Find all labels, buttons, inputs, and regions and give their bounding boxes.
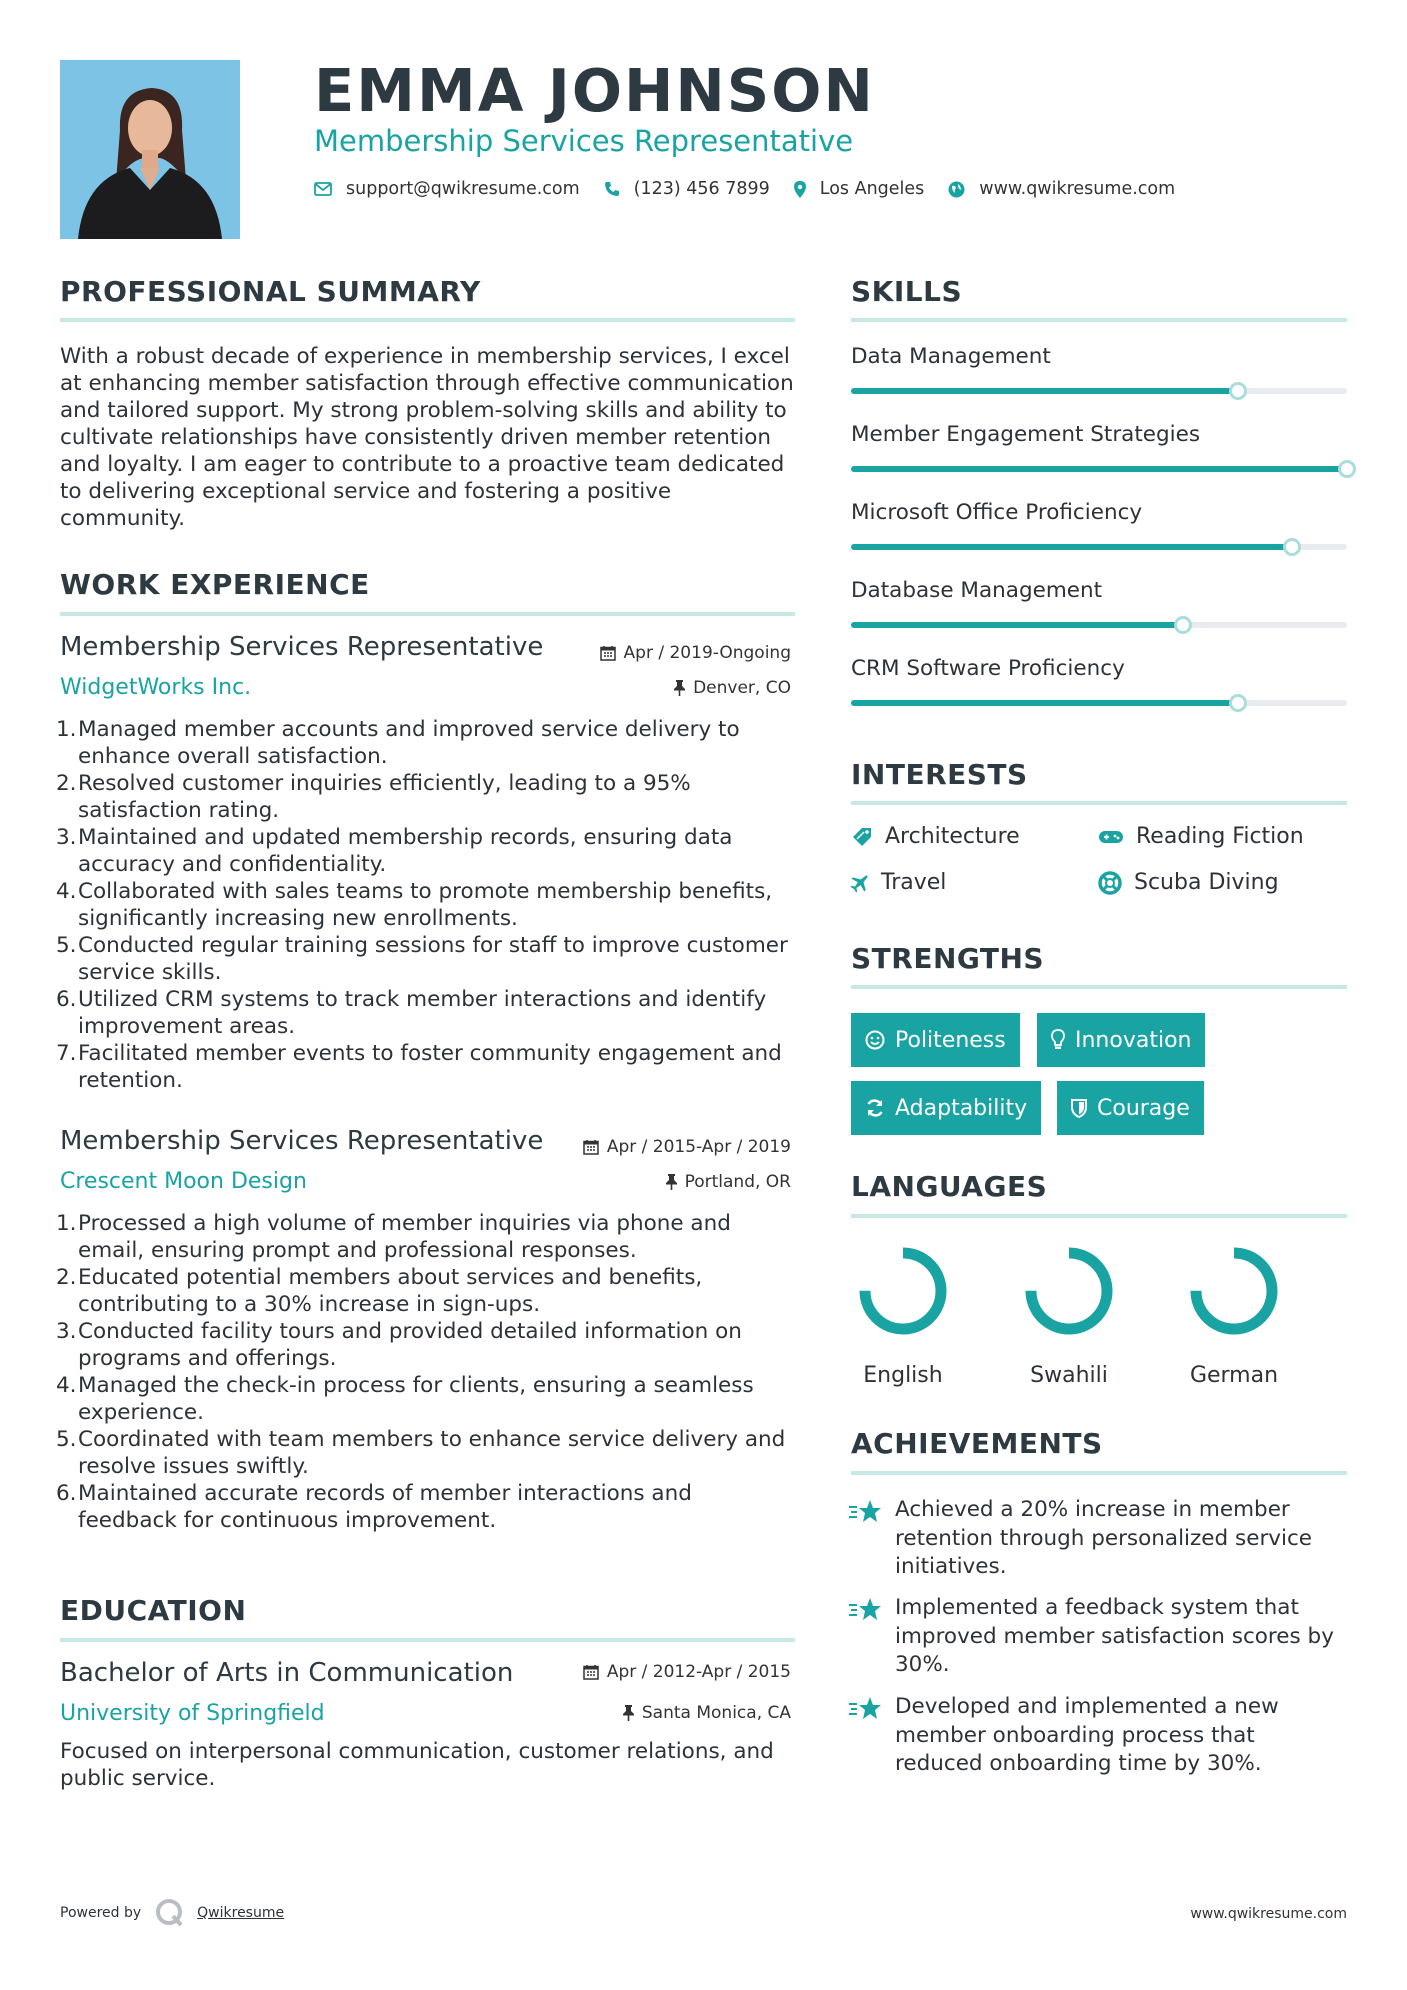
skill-bar-fill bbox=[851, 388, 1238, 394]
list-item bbox=[56, 770, 795, 824]
education-dates bbox=[583, 1662, 791, 1682]
section-title-strengths: STRENGTHS bbox=[851, 942, 1045, 975]
website-text: www.qwikresume.com bbox=[979, 179, 1176, 199]
language-ring-arc bbox=[1031, 1253, 1107, 1329]
language-ring-arc bbox=[865, 1253, 941, 1329]
language-label: English bbox=[863, 1363, 943, 1388]
pushpin-icon bbox=[674, 680, 685, 696]
section-divider bbox=[60, 1638, 795, 1642]
language-label: Swahili bbox=[1030, 1363, 1108, 1388]
list-number: 5. bbox=[56, 1427, 77, 1452]
skill-bar-knob bbox=[1229, 694, 1247, 712]
footer-branding bbox=[60, 1898, 284, 1928]
pushpin-icon bbox=[623, 1705, 634, 1721]
contact-bar bbox=[314, 179, 1199, 199]
phone-text: (123) 456 7899 bbox=[633, 179, 770, 199]
job-dates-text: Apr / 2019-Ongoing bbox=[623, 643, 791, 663]
skill-bar-knob bbox=[1174, 616, 1192, 634]
section-divider bbox=[851, 801, 1347, 805]
interest-item bbox=[851, 870, 946, 895]
job-title: Membership Services Representative bbox=[60, 632, 544, 662]
section-title-summary: PROFESSIONAL SUMMARY bbox=[60, 275, 481, 308]
footer-url[interactable]: www.qwikresume.com bbox=[1190, 1906, 1347, 1922]
contact-website[interactable] bbox=[948, 179, 1175, 199]
job-location-text: Portland, OR bbox=[684, 1172, 791, 1192]
education-location-text: Santa Monica, CA bbox=[641, 1703, 791, 1723]
list-text: Coordinated with team members to enhance service delivery and resolve issues swiftly. bbox=[78, 1427, 786, 1479]
list-item bbox=[56, 932, 795, 986]
contact-email[interactable] bbox=[314, 179, 580, 199]
section-divider bbox=[60, 612, 795, 616]
skill-bar-knob bbox=[1283, 538, 1301, 556]
list-text: Maintained accurate records of member interactions and feedback for continuous improvement. bbox=[78, 1481, 692, 1533]
list-number: 7. bbox=[56, 1041, 77, 1066]
section-divider bbox=[60, 318, 795, 322]
job-location bbox=[674, 678, 791, 698]
list-text: Managed member accounts and improved service delivery to enhance overall satisfaction. bbox=[78, 717, 740, 769]
strength-tag bbox=[1057, 1081, 1204, 1135]
globe-icon bbox=[948, 181, 965, 198]
list-number: 6. bbox=[56, 987, 77, 1012]
skill-label: Database Management bbox=[851, 578, 1103, 603]
strength-label: Politeness bbox=[895, 1027, 1006, 1053]
list-number: 2. bbox=[56, 771, 77, 796]
interest-label: Architecture bbox=[885, 824, 1020, 849]
skill-label: Microsoft Office Proficiency bbox=[851, 500, 1143, 525]
lifebuoy-icon bbox=[1098, 871, 1122, 895]
refresh-icon bbox=[865, 1098, 885, 1118]
skill-bar-knob bbox=[1338, 460, 1356, 478]
list-number: 1. bbox=[56, 1211, 77, 1236]
list-text: Utilized CRM systems to track member interactions and identify improvement areas. bbox=[78, 987, 767, 1039]
degree-title: Bachelor of Arts in Communication bbox=[60, 1658, 514, 1688]
list-item bbox=[56, 716, 795, 770]
star-icon bbox=[849, 1596, 883, 1624]
list-number: 4. bbox=[56, 1373, 77, 1398]
star-icon bbox=[849, 1498, 883, 1526]
job-dates bbox=[600, 643, 791, 663]
list-item bbox=[56, 1210, 795, 1264]
language-ring bbox=[1021, 1243, 1117, 1339]
contact-phone[interactable] bbox=[604, 179, 770, 199]
list-text: Educated potential members about services and benefits, contributing to a 30% increase in sign-ups. bbox=[78, 1265, 703, 1317]
interest-item bbox=[851, 824, 1020, 849]
list-number: 5. bbox=[56, 933, 77, 958]
education-dates-text: Apr / 2012-Apr / 2015 bbox=[606, 1662, 791, 1682]
language-label: German bbox=[1189, 1363, 1279, 1388]
brand-link[interactable]: Qwikresume bbox=[197, 1905, 285, 1921]
skill-bar-track bbox=[851, 544, 1347, 550]
skill-bar-fill bbox=[851, 544, 1292, 550]
job-bullets bbox=[56, 716, 795, 1094]
skill-bar-fill bbox=[851, 700, 1238, 706]
education-description: Focused on interpersonal communication, customer relations, and public service. bbox=[60, 1739, 774, 1791]
calendar-icon bbox=[583, 1664, 599, 1680]
list-item bbox=[56, 1264, 795, 1318]
interest-item bbox=[1098, 824, 1304, 849]
gamepad-icon bbox=[1098, 828, 1124, 846]
candidate-title: Membership Services Representative bbox=[314, 124, 854, 158]
list-item bbox=[56, 1040, 795, 1094]
section-title-interests: INTERESTS bbox=[851, 758, 1028, 791]
section-divider bbox=[851, 1214, 1347, 1218]
map-pin-icon bbox=[794, 181, 806, 198]
company-name: Crescent Moon Design bbox=[60, 1169, 307, 1194]
list-item bbox=[56, 1318, 795, 1372]
person-portrait-icon bbox=[60, 60, 240, 239]
list-item bbox=[56, 986, 795, 1040]
list-number: 6. bbox=[56, 1481, 77, 1506]
skill-bar-track bbox=[851, 700, 1347, 706]
job-dates-text: Apr / 2015-Apr / 2019 bbox=[606, 1137, 791, 1157]
language-item bbox=[843, 1243, 963, 1388]
interest-label: Travel bbox=[881, 870, 947, 895]
star-icon bbox=[849, 1695, 883, 1723]
profile-photo bbox=[60, 60, 240, 239]
list-item bbox=[56, 878, 795, 932]
achievement-item bbox=[849, 1594, 1349, 1680]
achievement-item bbox=[849, 1693, 1349, 1779]
list-number: 3. bbox=[56, 825, 77, 850]
list-item bbox=[56, 824, 795, 878]
achievement-item bbox=[849, 1496, 1349, 1582]
list-number: 2. bbox=[56, 1265, 77, 1290]
lightbulb-icon bbox=[1051, 1029, 1065, 1051]
strength-label: Courage bbox=[1097, 1095, 1190, 1121]
language-item bbox=[1009, 1243, 1129, 1388]
language-ring bbox=[1186, 1243, 1282, 1339]
skill-bar-track bbox=[851, 388, 1347, 394]
summary-text: With a robust decade of experience in membership services, I excel at enhancing member satisfaction through effective communication and tailored support. My strong problem-solving skills and ability to cultivate relationships have consistently driven member retention and loyalty. I am eager to contribute to a proactive team dedicated to delivering exceptional service and fostering a positive community. bbox=[60, 344, 794, 531]
location-text: Los Angeles bbox=[819, 179, 925, 199]
company-name: WidgetWorks Inc. bbox=[60, 675, 252, 700]
language-ring-arc bbox=[1196, 1253, 1272, 1329]
job-bullets bbox=[56, 1210, 795, 1534]
language-ring bbox=[855, 1243, 951, 1339]
section-divider bbox=[851, 985, 1347, 989]
section-title-education: EDUCATION bbox=[60, 1594, 247, 1627]
list-item bbox=[56, 1426, 795, 1480]
tag-icon bbox=[851, 826, 873, 848]
list-text: Managed the check-in process for clients, ensuring a seamless experience. bbox=[78, 1373, 754, 1425]
phone-icon bbox=[604, 181, 620, 197]
skill-bar-fill bbox=[851, 622, 1183, 628]
section-title-languages: LANGUAGES bbox=[851, 1170, 1048, 1203]
skill-label: CRM Software Proficiency bbox=[851, 656, 1125, 681]
list-text: Conducted facility tours and provided detailed information on programs and offerings. bbox=[78, 1319, 742, 1371]
education-location bbox=[623, 1703, 791, 1723]
section-divider bbox=[851, 318, 1347, 322]
qwikresume-logo-icon bbox=[155, 1898, 185, 1928]
strength-label: Innovation bbox=[1075, 1027, 1192, 1053]
list-text: Collaborated with sales teams to promote membership benefits, significantly increasing new enrollments. bbox=[78, 879, 773, 931]
strength-tag bbox=[851, 1081, 1041, 1135]
job-title: Membership Services Representative bbox=[60, 1126, 544, 1156]
calendar-icon bbox=[600, 645, 616, 661]
strength-label: Adaptability bbox=[895, 1095, 1028, 1121]
achievement-text: Implemented a feedback system that improved member satisfaction scores by 30%. bbox=[895, 1595, 1334, 1677]
strength-tag bbox=[1037, 1013, 1205, 1067]
skill-bar-track bbox=[851, 622, 1347, 628]
section-title-achievements: ACHIEVEMENTS bbox=[851, 1427, 1103, 1460]
interest-item bbox=[1098, 870, 1279, 895]
strength-tag bbox=[851, 1013, 1020, 1067]
interest-label: Reading Fiction bbox=[1136, 824, 1304, 849]
list-number: 1. bbox=[56, 717, 77, 742]
shield-icon bbox=[1071, 1098, 1087, 1118]
job-location bbox=[666, 1172, 791, 1192]
list-text: Resolved customer inquiries efficiently, leading to a 95% satisfaction rating. bbox=[78, 771, 691, 823]
list-item bbox=[56, 1480, 795, 1534]
smile-icon bbox=[865, 1030, 885, 1050]
skill-label: Member Engagement Strategies bbox=[851, 422, 1201, 447]
calendar-icon bbox=[583, 1139, 599, 1155]
achievement-text: Developed and implemented a new member onboarding process that reduced onboarding time by 30%. bbox=[895, 1694, 1279, 1776]
envelope-icon bbox=[314, 182, 332, 196]
pushpin-icon bbox=[666, 1174, 677, 1190]
list-item bbox=[56, 1372, 795, 1426]
job-location-text: Denver, CO bbox=[693, 678, 791, 698]
achievement-text: Achieved a 20% increase in member retention through personalized service initiatives. bbox=[895, 1497, 1313, 1579]
school-name: University of Springfield bbox=[60, 1701, 325, 1726]
job-dates bbox=[583, 1137, 791, 1157]
list-number: 4. bbox=[56, 879, 77, 904]
language-item bbox=[1174, 1243, 1294, 1388]
list-text: Conducted regular training sessions for staff to improve customer service skills. bbox=[78, 933, 788, 985]
skill-bar-knob bbox=[1229, 382, 1247, 400]
list-text: Processed a high volume of member inquiries via phone and email, ensuring prompt and professional responses. bbox=[78, 1211, 731, 1263]
email-text: support@qwikresume.com bbox=[346, 179, 580, 199]
powered-by-text: Powered by bbox=[60, 1905, 142, 1921]
contact-location bbox=[794, 179, 925, 199]
section-title-experience: WORK EXPERIENCE bbox=[60, 568, 370, 601]
interest-label: Scuba Diving bbox=[1134, 870, 1279, 895]
plane-icon bbox=[851, 873, 869, 893]
list-text: Facilitated member events to foster community engagement and retention. bbox=[78, 1041, 782, 1093]
skill-bar-track bbox=[851, 466, 1347, 472]
skill-bar-fill bbox=[851, 466, 1347, 472]
skill-label: Data Management bbox=[851, 344, 1051, 369]
section-divider bbox=[851, 1471, 1347, 1475]
section-title-skills: SKILLS bbox=[851, 275, 963, 308]
list-text: Maintained and updated membership records, ensuring data accuracy and confidentiality. bbox=[78, 825, 733, 877]
list-number: 3. bbox=[56, 1319, 77, 1344]
candidate-name: EMMA JOHNSON bbox=[314, 56, 875, 125]
